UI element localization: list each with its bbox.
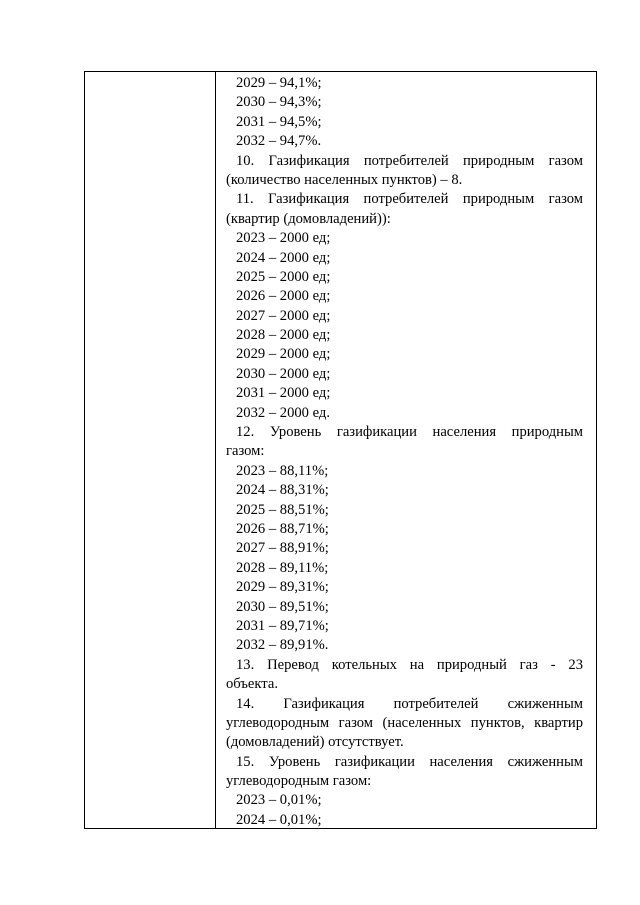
text-line: 2025 – 88,51%; [236, 501, 329, 518]
text-line: 2032 – 89,91%. [236, 637, 329, 654]
text-line: (домовладений) отсутствует. [226, 734, 404, 751]
text-line: 2028 – 89,11%; [236, 559, 329, 576]
text-line: 2032 – 2000 ед. [236, 404, 330, 421]
text-line: 2027 – 2000 ед; [236, 307, 331, 324]
text-line: 2023 – 2000 ед; [236, 230, 331, 247]
text-line: 2024 – 0,01%; [236, 811, 322, 828]
text-line: 10. Газификация потребителей природным газом [236, 152, 583, 169]
text-line: углеводородным газом: [226, 773, 372, 790]
text-line: 11. Газификация потребителей природным газом [236, 191, 583, 208]
text-line: 2024 – 2000 ед; [236, 249, 331, 266]
text-line: 2030 – 2000 ед; [236, 365, 331, 382]
text-line: 2032 – 94,7%. [236, 133, 322, 150]
text-line: углеводородным газом (населенных пунктов, квартир [226, 714, 583, 731]
document-table [84, 71, 597, 829]
text-line: 2023 – 88,11%; [236, 462, 329, 479]
text-line: 2030 – 94,3%; [236, 94, 322, 111]
table-left-cell [85, 72, 215, 828]
text-line: 2027 – 88,91%; [236, 540, 329, 557]
text-line: 2031 – 94,5%; [236, 113, 322, 130]
text-line: 2025 – 2000 ед; [236, 268, 331, 285]
text-line: 2030 – 89,51%; [236, 598, 329, 615]
text-line: газом: [226, 443, 265, 460]
text-line: 15. Уровень газификации населения сжиженным [236, 753, 583, 770]
text-line: 2031 – 89,71%; [236, 617, 329, 634]
text-line: (квартир (домовладений)): [226, 210, 391, 227]
text-line: 2026 – 2000 ед; [236, 288, 331, 305]
text-line: 12. Уровень газификации населения природным [236, 424, 583, 441]
text-line: 2029 – 2000 ед; [236, 346, 331, 363]
text-line: 13. Перевод котельных на природный газ - 23 [236, 656, 583, 673]
text-line: 2029 – 89,31%; [236, 579, 329, 596]
text-line: (количество населенных пунктов) – 8. [226, 171, 463, 188]
text-line: объекта. [226, 676, 278, 693]
text-line: 2026 – 88,71%; [236, 520, 329, 537]
text-line: 2023 – 0,01%; [236, 792, 322, 809]
text-line: 2024 – 88,31%; [236, 482, 329, 499]
text-line: 2031 – 2000 ед; [236, 385, 331, 402]
text-line: 14. Газификация потребителей сжиженным [236, 695, 583, 712]
text-line: 2028 – 2000 ед; [236, 327, 331, 344]
table-right-cell [216, 72, 596, 828]
text-line: 2029 – 94,1%; [236, 75, 322, 91]
